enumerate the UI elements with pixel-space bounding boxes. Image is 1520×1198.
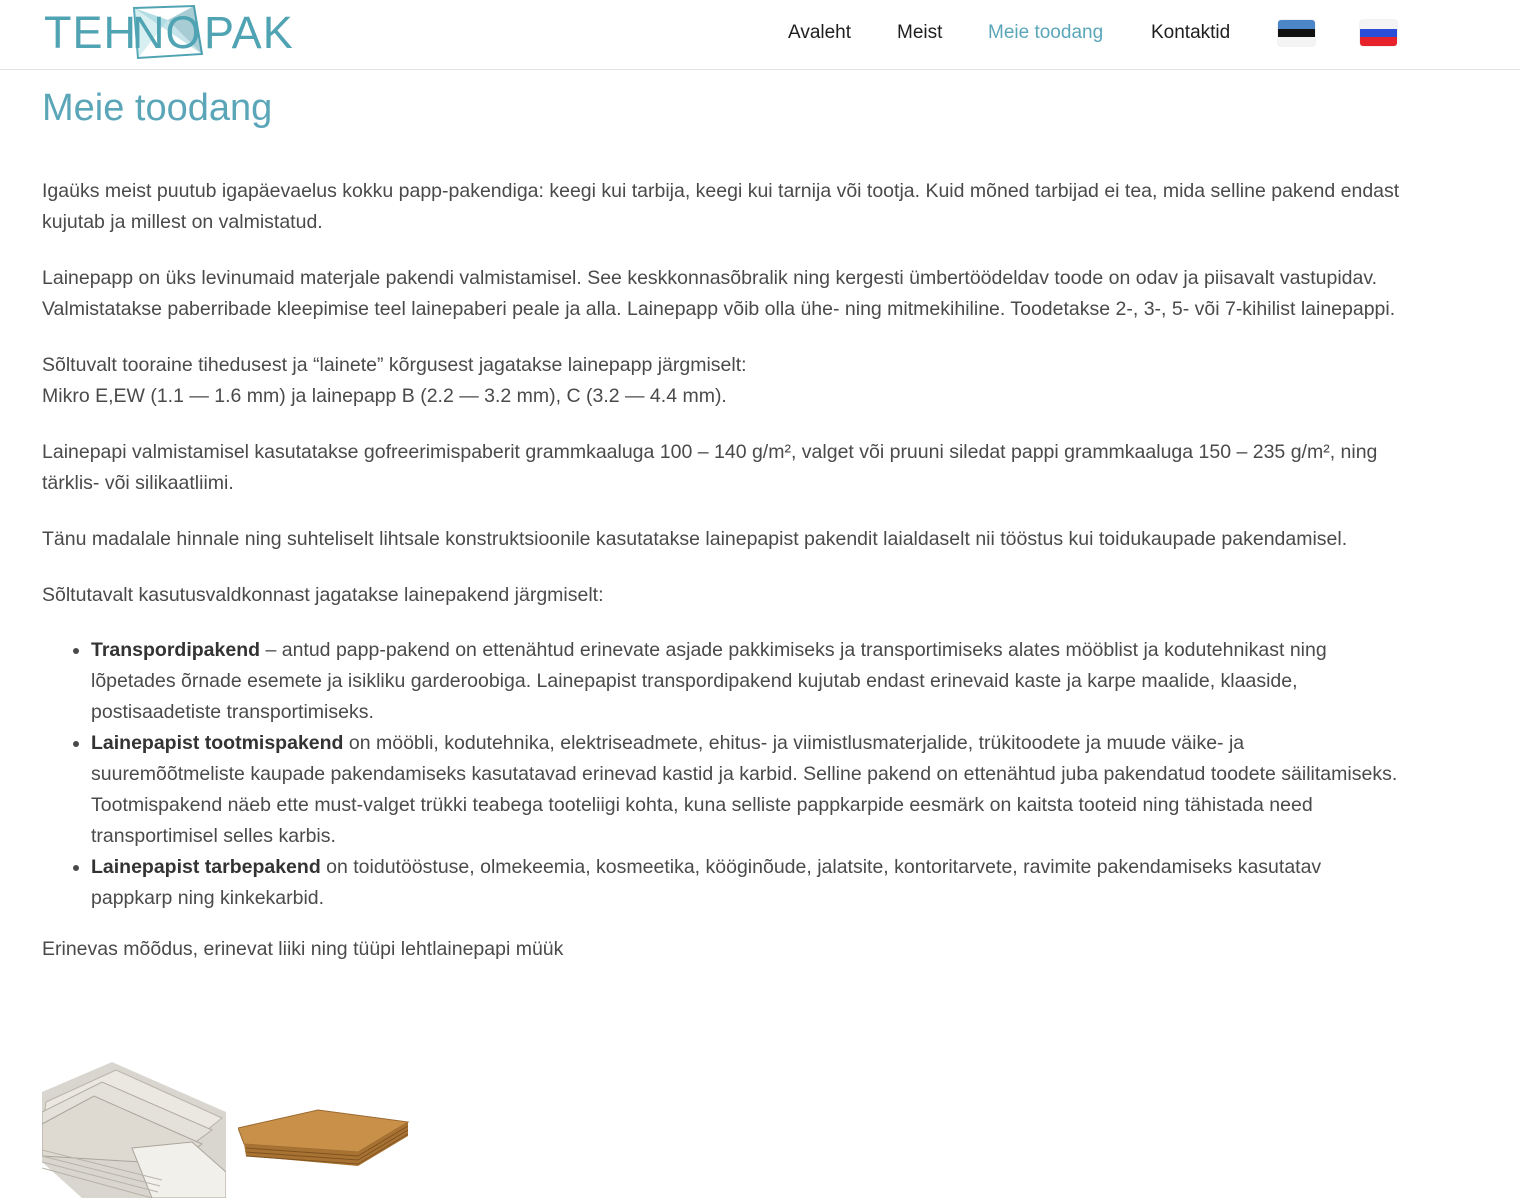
logo-text-right: PAK <box>204 7 294 58</box>
paragraph: Sõltutavalt kasutusvaldkonnast jagatakse lainepakend järgmiselt: <box>42 584 604 606</box>
paragraph: Tänu madalale hinnale ning suhteliselt lihtsale konstruktsioonile kasutatakse lainepapist pakendit laialdaselt nii tööstus kui toidukaupade pakendamisel. <box>42 528 1348 550</box>
list-item-text: on toidutööstuse, olmekeemia, kosmeetika, kööginõude, jalatsite, kontoritarvete, ravimite pakendamiseks kasutatav pappkarp ning kinkekarbid. <box>91 856 1322 909</box>
list-item <box>91 728 1402 852</box>
nav-kontaktid-link[interactable]: Kontaktid <box>1151 22 1231 43</box>
paragraph: Igaüks meist puutub igapäevaelus kokku papp-pakendiga: keegi kui tarbija, keegi kui tarnija või tootja. Kuid mõned tarbijad ei tea, mida selline pakend endast kujutab ja millest on valmistatud. <box>42 180 1400 233</box>
logo-text-left: TEH <box>44 7 137 58</box>
tehnopak-logo[interactable] <box>44 4 294 60</box>
nav-meist-link[interactable]: Meist <box>897 22 943 43</box>
white-cardboard-sheets-image[interactable] <box>42 1052 226 1198</box>
list-item-title: Lainepapist tootmispakend <box>91 732 344 754</box>
list-item-text: – antud papp-pakend on ettenähtud erinevate asjade pakkimiseks ja transportimiseks alates mööblist ja kodutehnikast ning lõpetades õrnade esemete ja isikliku garderoobiga. Lainepapist transpordipakend kujutab endast erinevaid kaste ja karpe maalide, klaaside, postisaadetiste transportimiseks. <box>91 639 1327 723</box>
list-item-title: Transpordipakend <box>91 639 261 661</box>
nav-avaleht-link[interactable]: Avaleht <box>788 22 852 43</box>
paragraph: Lainepapi valmistamisel kasutatakse gofreerimispaberit grammkaaluga 100 – 140 g/m², valget või pruuni siledat pappi grammkaaluga 150 – 235 g/m², ning tärklis- või silikaatliimi. <box>42 441 1378 494</box>
packaging-types-list <box>42 635 1402 914</box>
list-item <box>91 635 1402 728</box>
flag-russia-icon[interactable] <box>1360 20 1397 46</box>
article-content <box>42 176 1402 990</box>
logo-text-box: NO <box>132 7 202 58</box>
list-item-title: Lainepapist tarbepakend <box>91 856 321 878</box>
nav-avaleht[interactable] <box>788 20 851 46</box>
nav-meist[interactable] <box>897 20 942 46</box>
flag-estonia-icon[interactable] <box>1278 20 1315 46</box>
list-item-text: on mööbli, kodutehnika, elektriseadmete, ehitus- ja viimistlusmaterjalide, trükitoodete ja muude väike- ja suuremõõtmeliste kaupade pakendamiseks kasutatavad erinevad kastid ja karbid. Selline pakend on ettenähtud juba pakendatud toodete säilitamiseks. Tootmispakend näeb ette must-valget trükki teabega tooteliigi kohta, kuna selliste pappkarpide eesmärk on kaitsta tooteid ning tähistada need transportimisel selles karbis. <box>91 732 1398 847</box>
list-item <box>91 852 1402 914</box>
brown-cardboard-sheets-image[interactable] <box>238 1058 410 1198</box>
paragraph: Lainepapp on üks levinumaid materjale pakendi valmistamisel. See keskkonnasõbralik ning kergesti ümbertöödeldav toode on odav ja piisavalt vastupidav. Valmistatakse paberribade kleepimise teel lainepaberi peale ja alla. Lainepapp võib olla ühe- ning mitmekihiline. Toodetakse 2-, 3-, 5- või 7-kihilist lainepappi. <box>42 267 1396 320</box>
nav-meie-toodang[interactable] <box>988 20 1103 46</box>
site-header <box>0 0 1520 70</box>
nav-kontaktid[interactable] <box>1151 20 1230 46</box>
paragraph <box>42 350 1402 412</box>
nav-meie-toodang-link[interactable]: Meie toodang <box>988 22 1104 43</box>
page-title: Meie toodang <box>42 87 273 129</box>
paragraph-line: Sõltuvalt tooraine tihedusest ja “lainete” kõrgusest jagatakse lainepapp järgmiselt: <box>42 354 747 376</box>
paragraph-line: Mikro E,EW (1.1 — 1.6 mm) ja lainepapp B (2.2 — 3.2 mm), C (3.2 — 4.4 mm). <box>42 385 727 407</box>
paragraph: Erinevas mõõdus, erinevat liiki ning tüüpi lehtlainepapi müük <box>42 938 564 960</box>
